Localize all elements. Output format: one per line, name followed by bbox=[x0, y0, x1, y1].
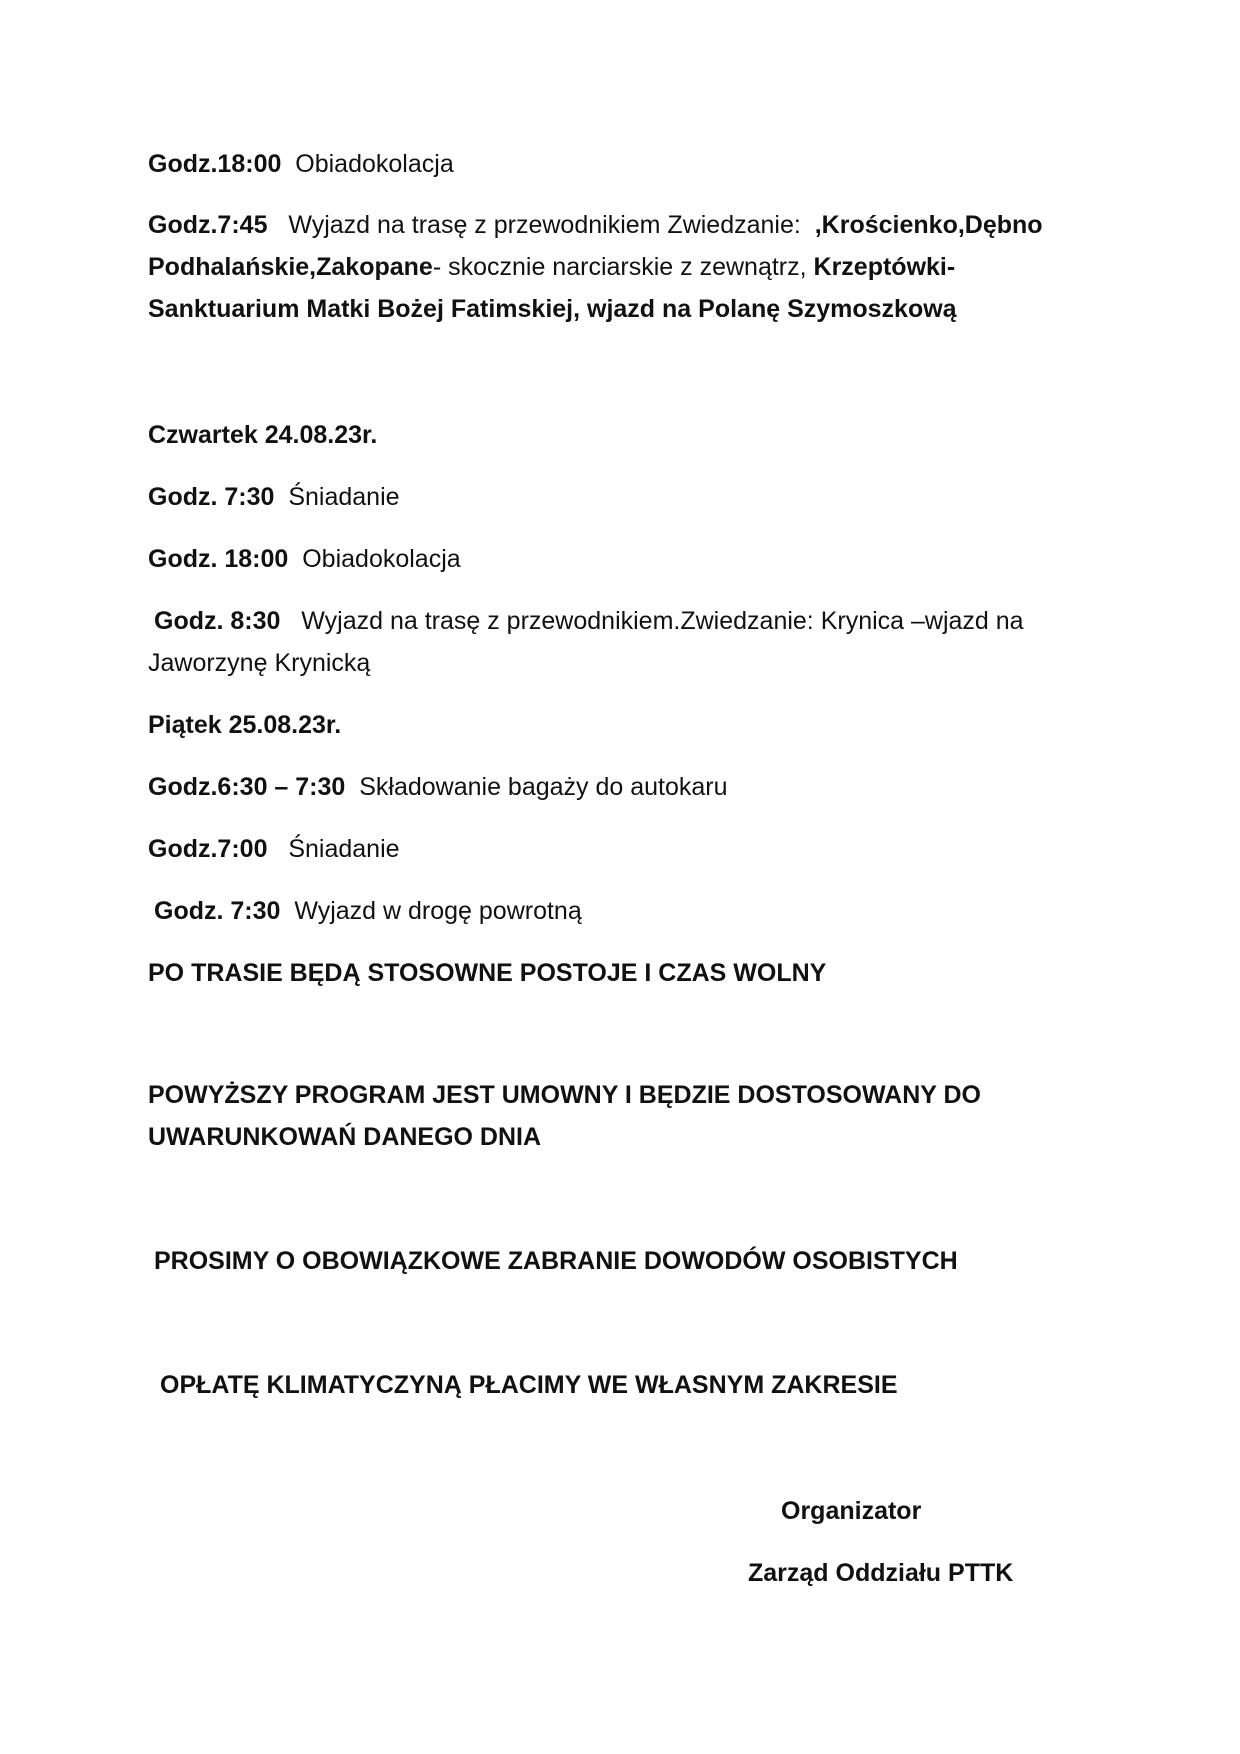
signature-name: Zarząd Oddziału PTTK bbox=[748, 1559, 1014, 1587]
schedule-item-tour-2-line-1 bbox=[154, 600, 1024, 642]
schedule-item-dinner-1 bbox=[148, 143, 454, 185]
schedule-item-tour-1-line-2 bbox=[148, 246, 955, 288]
schedule-item-tour-1-line-1 bbox=[148, 204, 1043, 246]
schedule-activity: Składowanie bagaży do autokaru bbox=[359, 773, 728, 801]
schedule-item-breakfast-2 bbox=[148, 828, 400, 870]
schedule-time: Godz. 18:00 bbox=[148, 545, 289, 573]
schedule-activity: Śniadanie bbox=[288, 835, 400, 863]
schedule-time: Godz.6:30 – 7:30 bbox=[148, 773, 346, 801]
day-heading-friday: Piątek 25.08.23r. bbox=[148, 711, 342, 739]
schedule-item-return bbox=[154, 890, 582, 932]
notice-program-line-1: POWYŻSZY PROGRAM JEST UMOWNY I BĘDZIE DOSTOSOWANY DO bbox=[148, 1081, 981, 1109]
day-heading-thursday: Czwartek 24.08.23r. bbox=[148, 421, 378, 449]
notice-program-line-2: UWARUNKOWAŃ DANEGO DNIA bbox=[148, 1123, 542, 1151]
schedule-item-tour-2-line-2: Jaworzynę Krynicką bbox=[148, 649, 371, 677]
place-names: Krzeptówki- bbox=[813, 253, 956, 281]
schedule-activity: Wyjazd na trasę z przewodnikiem Zwiedzanie: bbox=[288, 211, 801, 239]
schedule-activity: Obiadokolacja bbox=[295, 150, 454, 178]
notice-climate-fee: OPŁATĘ KLIMATYCZYNĄ PŁACIMY WE WŁASNYM ZAKRESIE bbox=[160, 1371, 898, 1399]
schedule-time: Godz.18:00 bbox=[148, 150, 282, 178]
schedule-item-luggage bbox=[148, 766, 728, 808]
schedule-time: Godz.7:00 bbox=[148, 835, 268, 863]
schedule-item-dinner-2 bbox=[148, 538, 461, 580]
place-names: Podhalańskie,Zakopane bbox=[148, 253, 433, 281]
schedule-item-tour-1-line-3: Sanktuarium Matki Bożej Fatimskiej, wjazd na Polanę Szymoszkową bbox=[148, 295, 957, 323]
schedule-activity: Wyjazd w drogę powrotną bbox=[294, 897, 582, 925]
place-names: ,Krościenko,Dębno bbox=[814, 211, 1043, 239]
notice-stops: PO TRASIE BĘDĄ STOSOWNE POSTOJE I CZAS WOLNY bbox=[148, 959, 827, 987]
notice-id-documents: PROSIMY O OBOWIĄZKOWE ZABRANIE DOWODÓW OSOBISTYCH bbox=[154, 1247, 958, 1275]
schedule-activity: Śniadanie bbox=[288, 483, 400, 511]
schedule-activity: Obiadokolacja bbox=[302, 545, 461, 573]
schedule-item-breakfast-1 bbox=[148, 476, 400, 518]
schedule-time: Godz. 7:30 bbox=[148, 483, 275, 511]
schedule-time: Godz.7:45 bbox=[148, 211, 268, 239]
schedule-activity: - skocznie narciarskie z zewnątrz, bbox=[432, 253, 807, 281]
signature-title: Organizator bbox=[781, 1497, 922, 1525]
schedule-time: Godz. 8:30 bbox=[154, 607, 281, 635]
schedule-time: Godz. 7:30 bbox=[154, 897, 281, 925]
schedule-activity: Wyjazd na trasę z przewodnikiem.Zwiedzanie: Krynica –wjazd na bbox=[301, 607, 1024, 635]
